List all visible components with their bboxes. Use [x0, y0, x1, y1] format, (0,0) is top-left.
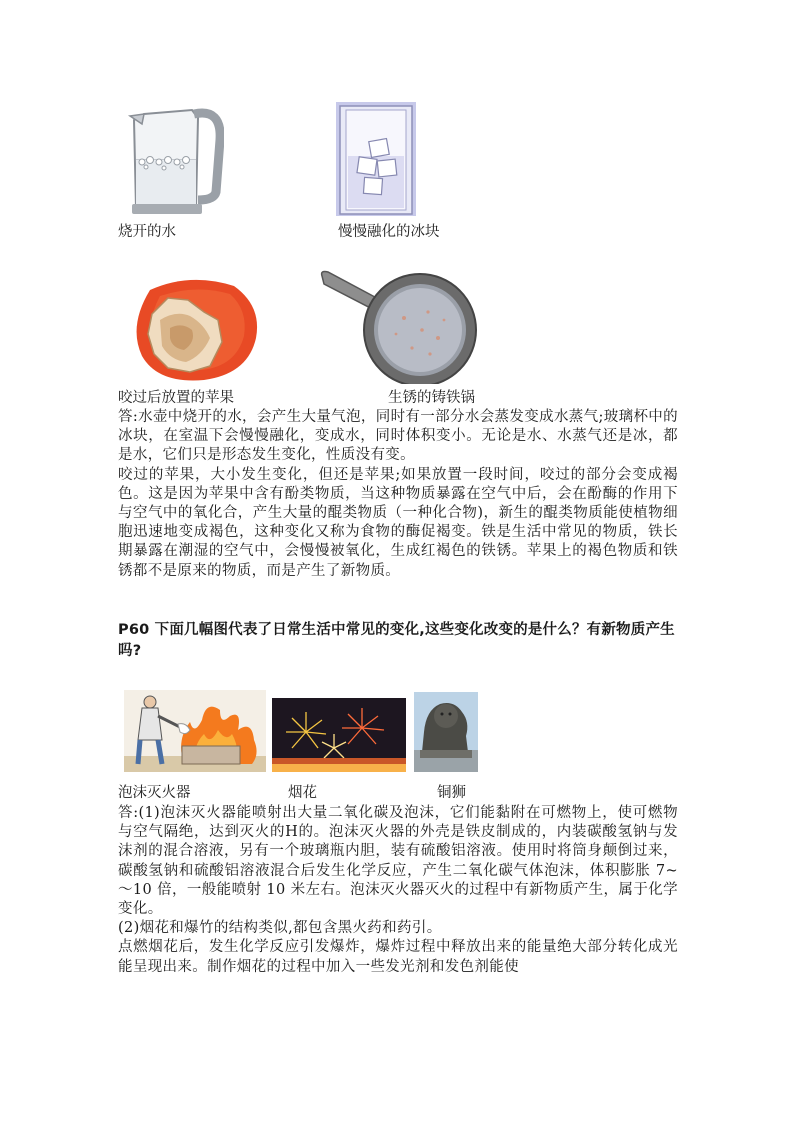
lion-caption: 铜狮 — [437, 785, 466, 801]
answer-2-paragraph-1: 答:(1)泡沫灭火器能喷射出大量二氧化碳及泡沫，它们能黏附在可燃物上，使可燃物与空气隔绝，达到灭火的H的。泡沫灭火器的外壳是铁皮制成的，内装碳酸氢钠与发沫剂的混合溶液，另有一个玻璃瓶内胆，装有硫酸铝溶液。使用时将筒身颠倒过来，碳酸氢钠和硫酸铝溶液混合后发生化学反应，产生二氧化碳气体泡沫，体积膨胀 7~～10 倍，一般能喷射 10 米左右。泡沫灭火器灭火的过程中有新物质产生，属于化学变化。 — [118, 805, 678, 918]
answer-2-paragraph-2: (2)烟花和爆竹的结构类似,都包含黑火药和药引。 — [118, 920, 442, 937]
ice-caption: 慢慢融化的冰块 — [338, 224, 440, 240]
question-p60: P60 下面几幅图代表了日常生活中常见的变化,这些变化改变的是什么？有新物质产生吗? — [118, 622, 675, 659]
fireworks-image — [272, 698, 406, 772]
answer-1-block — [118, 408, 678, 581]
answer-2-paragraph-3: 点燃烟花后，发生化学反应引发爆炸，爆炸过程中释放出来的能量绝大部分转化成光能呈现出来。制作烟花的过程中加入一些发光剂和发色剂能使 — [118, 939, 678, 975]
extinguisher-caption: 泡沫灭火器 — [118, 785, 191, 801]
bronze-lion-image — [414, 692, 478, 772]
pan-caption: 生锈的铸铁锅 — [388, 390, 475, 406]
ice-glass-image — [336, 102, 416, 216]
bitten-apple-image — [130, 276, 260, 384]
answer-1-paragraph-1: 答:水壶中烧开的水，会产生大量气泡，同时有一部分水会蒸发变成水蒸气;玻璃杯中的冰块，在室温下会慢慢融化，变成水，同时体积变小。无论是水、水蒸气还是冰，都是水，它们只是形态发生变化，性质没有变。 — [118, 409, 678, 464]
kettle-caption: 烧开的水 — [118, 224, 176, 240]
kettle-image — [124, 100, 224, 218]
fireworks-caption: 烟花 — [288, 785, 317, 801]
apple-caption: 咬过后放置的苹果 — [118, 390, 234, 406]
foam-extinguisher-image — [124, 690, 266, 772]
answer-1-paragraph-2: 咬过的苹果，大小发生变化，但还是苹果;如果放置一段时间，咬过的部分会变成褐色。这是因为苹果中含有酚类物质，当这种物质暴露在空气中后，会在酚酶的作用下与空气中的氧化合，产生大量的醌类物质（一种化合物)，新生的醌类物质能使植物细胞迅速地变成褐色，这种变化又称为食物的酶促褐变。铁是生活中常见的物质，铁长期暴露在潮湿的空气中，会慢慢被氧化，生成红褐色的铁锈。苹果上的褐色物质和铁锈都不是原来的物质，而是产生了新物质。 — [118, 466, 678, 579]
cast-iron-pan-image — [318, 268, 480, 384]
answer-2-block — [118, 804, 678, 977]
